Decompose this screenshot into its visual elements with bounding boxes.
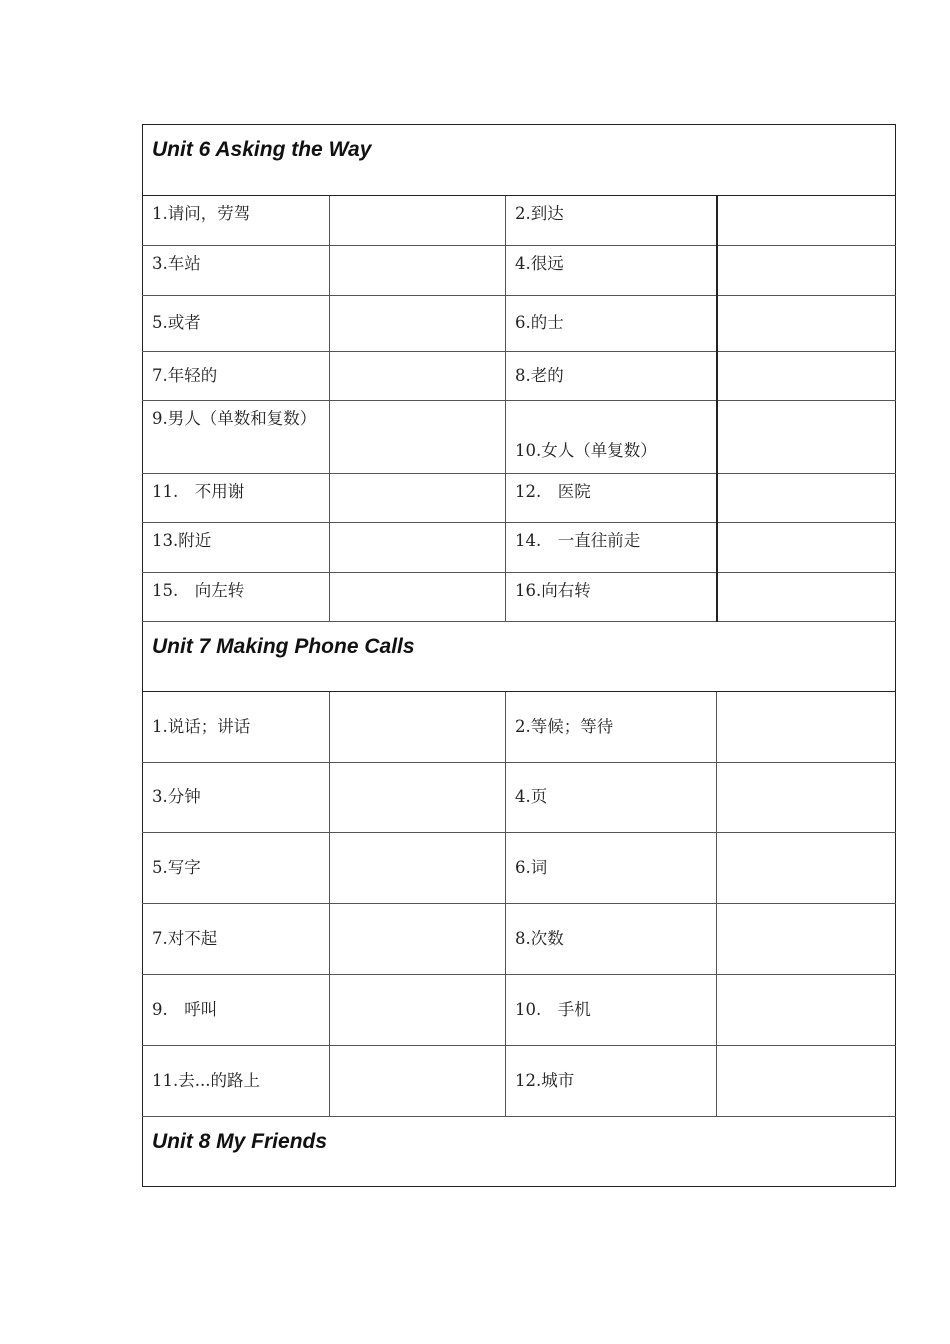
unit-6-item-16-prompt: 16.向右转 [506, 573, 717, 622]
unit-6-item-9-answer[interactable] [330, 401, 506, 474]
unit-6-item-10-answer[interactable] [717, 401, 896, 474]
unit-6-item-7-answer[interactable] [330, 352, 506, 401]
unit-7-item-10-prompt: 10. 手机 [506, 975, 717, 1046]
unit-6-item-3-answer[interactable] [330, 246, 506, 296]
unit-6-item-3-prompt: 3.车站 [143, 246, 330, 296]
unit-7-item-8-prompt: 8.次数 [506, 904, 717, 975]
unit-6-item-5-answer[interactable] [330, 296, 506, 352]
unit-6-item-9-prompt: 9.男人（单数和复数） [143, 401, 330, 474]
unit-7-item-4-answer[interactable] [717, 763, 896, 833]
unit-6-item-8-prompt: 8.老的 [506, 352, 717, 401]
unit-6-item-12-answer[interactable] [717, 474, 896, 523]
unit-7-item-12-prompt: 12.城市 [506, 1046, 717, 1117]
unit-7-item-1-answer[interactable] [330, 692, 506, 763]
unit-7-item-5-answer[interactable] [330, 833, 506, 904]
unit-6-item-2-prompt: 2.到达 [506, 196, 717, 246]
unit-6-item-11-prompt: 11. 不用谢 [143, 474, 330, 523]
unit-7-item-10-answer[interactable] [717, 975, 896, 1046]
unit-6-item-15-answer[interactable] [330, 573, 506, 622]
unit-6-item-6-answer[interactable] [717, 296, 896, 352]
unit-7-item-2-prompt: 2.等候；等待 [506, 692, 717, 763]
unit-7-item-7-answer[interactable] [330, 904, 506, 975]
unit-6-item-4-prompt: 4.很远 [506, 246, 717, 296]
unit-7-item-3-answer[interactable] [330, 763, 506, 833]
unit-6-item-7-prompt: 7.年轻的 [143, 352, 330, 401]
unit-7-item-11-prompt: 11.去...的路上 [143, 1046, 330, 1117]
unit-8-title: Unit 8 My Friends [143, 1117, 896, 1187]
unit-7-item-5-prompt: 5.写字 [143, 833, 330, 904]
unit-6-title: Unit 6 Asking the Way [143, 125, 896, 196]
unit-6-item-5-prompt: 5.或者 [143, 296, 330, 352]
unit-6-item-16-answer[interactable] [717, 573, 896, 622]
unit-6-item-14-prompt: 14. 一直往前走 [506, 523, 717, 573]
unit-7-item-9-prompt: 9. 呼叫 [143, 975, 330, 1046]
unit-7-item-7-prompt: 7.对不起 [143, 904, 330, 975]
unit-7-item-4-prompt: 4.页 [506, 763, 717, 833]
unit-6-item-2-answer[interactable] [717, 196, 896, 246]
unit-7-item-11-answer[interactable] [330, 1046, 506, 1117]
unit-6-item-13-answer[interactable] [330, 523, 506, 573]
unit-7-item-1-prompt: 1.说话；讲话 [143, 692, 330, 763]
unit-7-item-8-answer[interactable] [717, 904, 896, 975]
unit-6-item-1-answer[interactable] [330, 196, 506, 246]
unit-6-item-14-answer[interactable] [717, 523, 896, 573]
unit-7-item-12-answer[interactable] [717, 1046, 896, 1117]
unit-6-item-13-prompt: 13.附近 [143, 523, 330, 573]
unit-7-item-9-answer[interactable] [330, 975, 506, 1046]
unit-6-item-10-prompt: 10.女人（单复数） [506, 401, 717, 474]
unit-6-item-4-answer[interactable] [717, 246, 896, 296]
unit-6-item-1-prompt: 1.请问，劳驾 [143, 196, 330, 246]
unit-6-item-12-prompt: 12. 医院 [506, 474, 717, 523]
unit-7-item-6-prompt: 6.词 [506, 833, 717, 904]
unit-6-item-6-prompt: 6.的士 [506, 296, 717, 352]
unit-7-item-6-answer[interactable] [717, 833, 896, 904]
unit-7-item-3-prompt: 3.分钟 [143, 763, 330, 833]
unit-7-item-2-answer[interactable] [717, 692, 896, 763]
unit-7-title: Unit 7 Making Phone Calls [143, 622, 896, 692]
unit-6-item-8-answer[interactable] [717, 352, 896, 401]
unit-6-item-15-prompt: 15. 向左转 [143, 573, 330, 622]
unit-6-item-11-answer[interactable] [330, 474, 506, 523]
vocabulary-table [142, 124, 896, 1187]
